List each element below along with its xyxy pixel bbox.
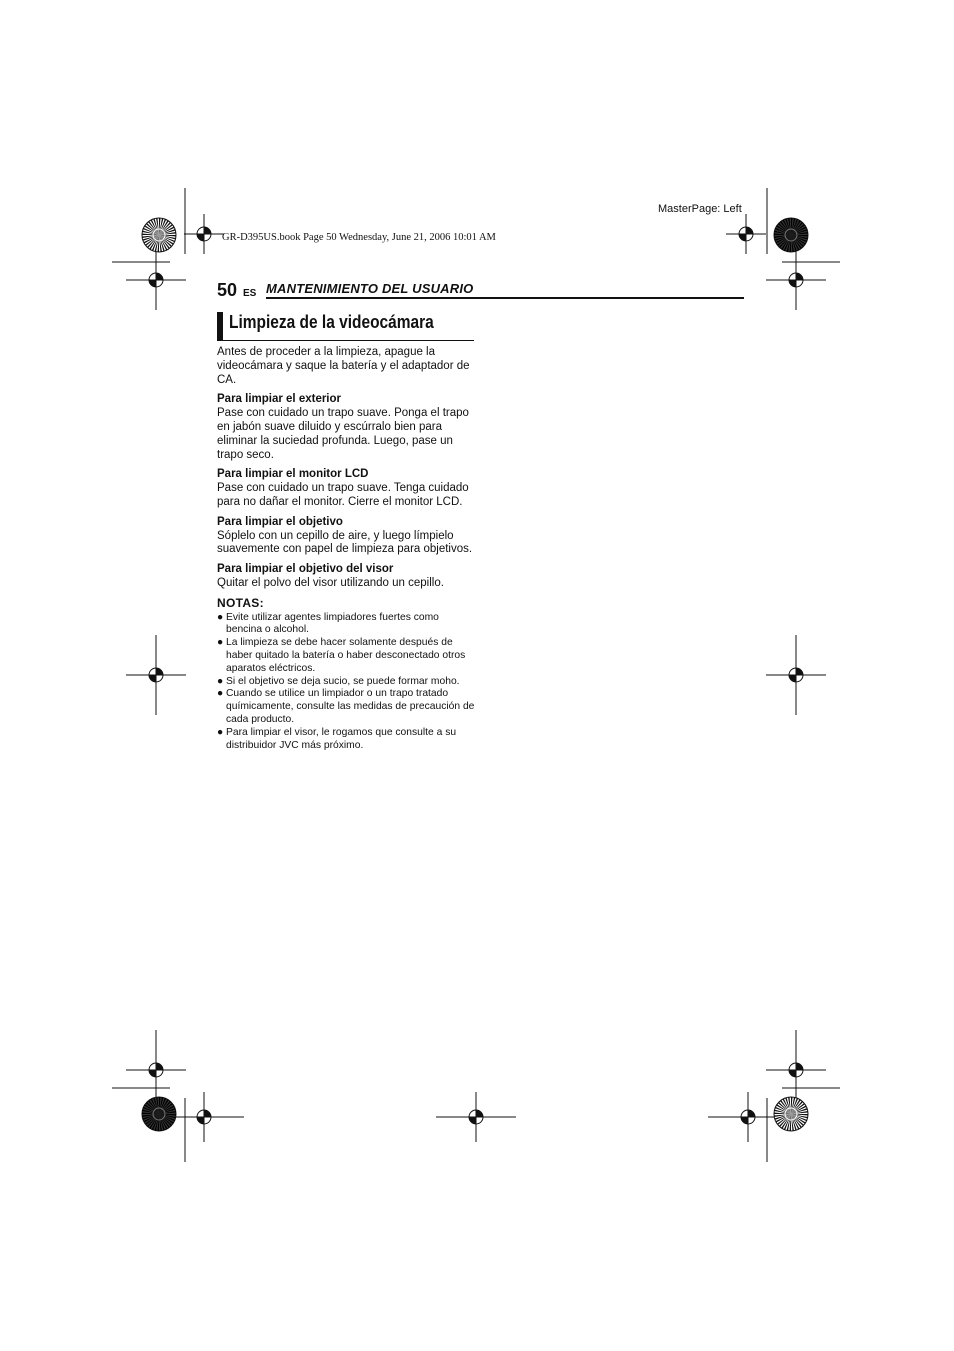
- registration-mark-right-middle: [766, 635, 826, 715]
- registration-mark-left-middle: [126, 635, 186, 715]
- section-lcd: [217, 468, 477, 509]
- title-marker-bar: [217, 312, 223, 341]
- section-body: Pase con cuidado un trapo suave. Ponga el trapo en jabón suave diluido y escúrralo bien para eliminar la suciedad profunda. Luego, pase un trapo seco.: [217, 407, 469, 461]
- starburst-target-bottom-right: [773, 1096, 809, 1132]
- registration-mark-left-upper: [126, 250, 186, 310]
- registration-mark-right-upper: [766, 250, 826, 310]
- registration-mark-left-lower: [126, 1030, 186, 1100]
- starburst-target-bottom-left: [141, 1096, 177, 1132]
- section-title: MANTENIMIENTO DEL USUARIO: [266, 281, 474, 296]
- text-column: [217, 346, 477, 752]
- section-body: Sóplelo con un cepillo de aire, y luego límpielo suavemente con papel de limpieza para objetivos.: [217, 529, 473, 556]
- section-body: Pase con cuidado un trapo suave. Tenga cuidado para no dañar el monitor. Cierre el monitor LCD.: [217, 482, 469, 508]
- section-viewfinder: [217, 563, 477, 591]
- section-heading: Para limpiar el objetivo del visor: [217, 563, 394, 576]
- section-heading: Para limpiar el monitor LCD: [217, 468, 369, 481]
- page-title: Limpieza de la videocámara: [229, 312, 434, 332]
- book-info-line: GR-D395US.book Page 50 Wednesday, June 21, 2006 10:01 AM: [222, 232, 496, 243]
- starburst-target-top-right: [773, 217, 809, 253]
- bullet-icon: ●: [217, 637, 224, 649]
- registration-mark-top-right-inner: [726, 214, 766, 254]
- note-item: ● Cuando se utilice un limpiador o un trapo tratado químicamente, consulte las medidas de precaución de cada producto.: [217, 688, 475, 725]
- note-item: ● Para limpiar el visor, le rogamos que consulte a su distribuidor JVC más próximo.: [217, 726, 457, 751]
- note-item: ● Evite utilizar agentes limpiadores fuertes como bencina o alcohol.: [217, 611, 439, 636]
- header-rule: [266, 297, 744, 299]
- section-body: Quitar el polvo del visor utilizando un cepillo.: [217, 576, 444, 589]
- page-number: 50: [217, 280, 238, 300]
- section-lens: [217, 516, 477, 557]
- registration-mark-right-lower: [766, 1030, 826, 1100]
- bullet-icon: ●: [217, 688, 224, 700]
- title-underline: [217, 340, 474, 341]
- masterpage-label: MasterPage: Left: [658, 203, 742, 215]
- intro-paragraph: Antes de proceder a la limpieza, apague la videocámara y saque la batería y el adaptador de CA.: [217, 346, 470, 386]
- notes-list: [217, 612, 477, 753]
- bullet-icon: ●: [217, 675, 224, 687]
- registration-mark-top-left-inner: [184, 214, 224, 254]
- note-item: ● Si el objetivo se deja sucio, se puede formar moho.: [217, 675, 460, 687]
- bullet-icon: ●: [217, 611, 224, 623]
- notes-heading: NOTAS:: [217, 595, 264, 610]
- starburst-target-top-left: [141, 217, 177, 253]
- registration-mark-bottom-center: [436, 1092, 516, 1142]
- section-exterior: [217, 393, 477, 462]
- bullet-icon: ●: [217, 726, 224, 738]
- language-code: ES: [243, 288, 257, 299]
- section-heading: Para limpiar el exterior: [217, 393, 342, 406]
- note-item: ● La limpieza se debe hacer solamente después de haber quitado la batería o haber desconectado otros aparatos eléctricos.: [217, 637, 466, 674]
- section-heading: Para limpiar el objetivo: [217, 515, 343, 528]
